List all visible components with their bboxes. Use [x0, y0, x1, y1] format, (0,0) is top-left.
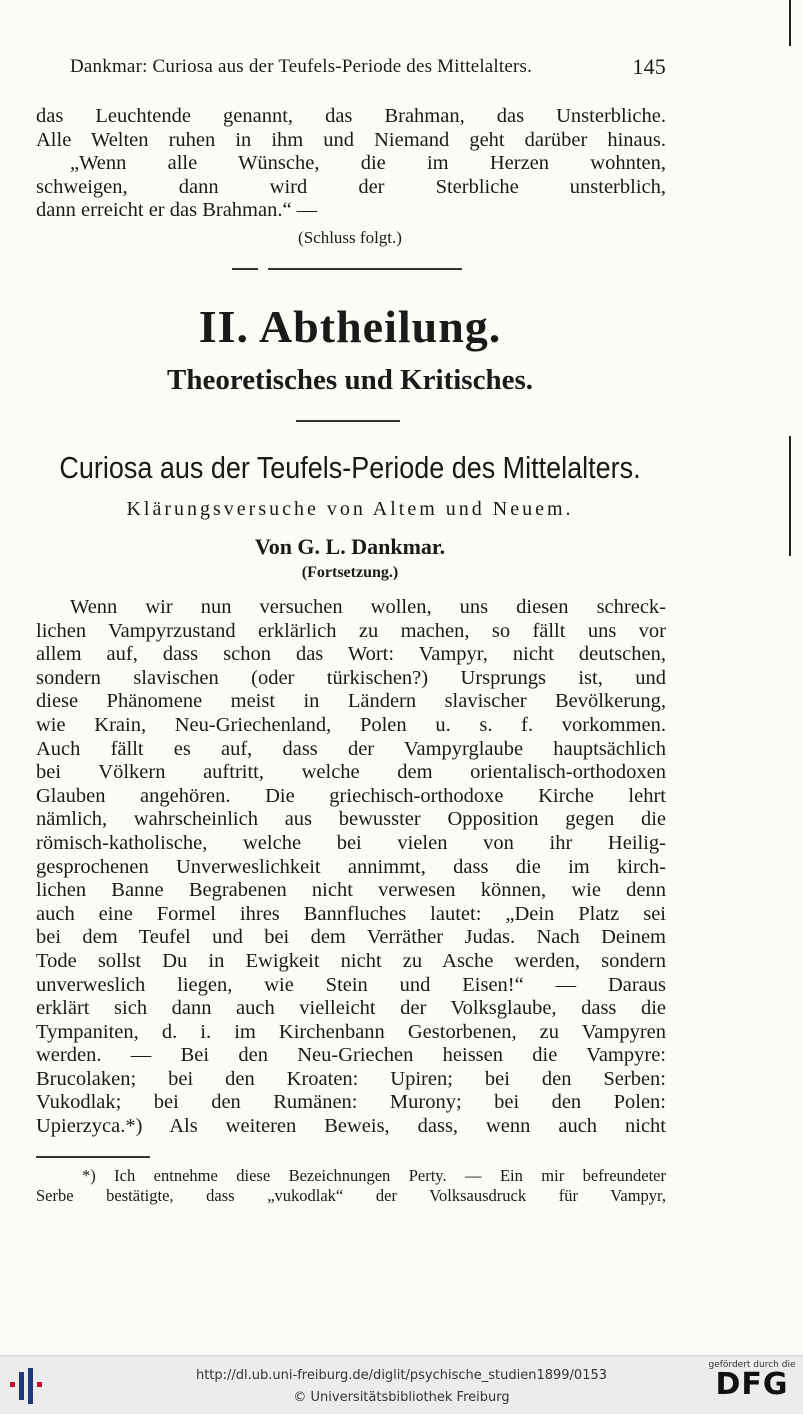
article-title: Curiosa aus der Teufels-Periode des Mittelalters. — [59, 450, 641, 485]
intro-paragraph — [36, 105, 666, 223]
text-line: das Leuchtende genannt, das Brahman, das Unsterbliche. — [36, 105, 666, 127]
text-line: nämlich, wahrscheinlich aus bewusster Opposition gegen die — [36, 808, 666, 831]
text-line: römisch-katholische, welche bei vielen von ihr Heilig- — [36, 831, 666, 854]
text-line: werden. — Bei den Neu-Griechen heissen die Vampyre: — [36, 1044, 666, 1067]
text-line: Tympaniten, d. i. im Kirchenbann Gestorbenen, zu Vampyren — [36, 1020, 666, 1043]
dfg-logo-text: DFG — [715, 1367, 789, 1402]
running-title: Dankmar: Curiosa aus der Teufels-Periode des Mittelalters. — [70, 56, 533, 77]
text-line: unverweslich liegen, wie Stein und Eisen!“ — Daraus — [36, 973, 666, 996]
article-author: Von G. L. Dankmar. — [254, 534, 446, 559]
page-edge-line — [789, 0, 791, 46]
text-line: bei Völkern auftritt, welche dem orientalisch-orthodoxen — [36, 761, 666, 784]
section-subtitle: Theoretisches und Kritisches. — [167, 364, 533, 396]
divider — [232, 268, 258, 270]
text-line: sondern slavischen (oder türkischen?) Ursprungs ist, und — [36, 666, 666, 689]
text-line: erklärt sich dann auch vielleicht der Volksglaube, dass die — [36, 997, 666, 1020]
text-line: Vukodlak; bei den Rumänen: Murony; bei den Polen: — [36, 1091, 666, 1114]
text-line: Glauben angehören. Die griechisch-orthodoxe Kirche lehrt — [36, 784, 666, 807]
text-line: Tode sollst Du in Ewigkeit nicht zu Asche werden, sondern — [36, 949, 666, 972]
footnote-line: *) Ich entnehme diese Bezeichnungen Perty. — Ein mir befreundeter — [82, 1166, 666, 1185]
footnote — [36, 1166, 666, 1206]
permalink[interactable]: http://dl.ub.uni-freiburg.de/diglit/psychische_studien1899/0153 — [195, 1368, 608, 1383]
article-body — [36, 596, 666, 1139]
text-line: gesprochenen Unverweslichkeit annimmt, dass die im kirch- — [36, 855, 666, 878]
text-line: wie Krain, Neu-Griechenland, Polen u. s. f. vorkommen. — [36, 713, 666, 736]
footnote-divider — [36, 1156, 150, 1158]
text-line: „Wenn alle Wünsche, die im Herzen wohnten, — [70, 152, 666, 175]
article-subtitle: Klärungsversuche von Altem und Neuem. — [126, 498, 574, 520]
viewer-footer — [0, 1355, 803, 1414]
divider — [268, 268, 462, 270]
text-line: Wenn wir nun versuchen wollen, uns diesen schreck- — [70, 596, 666, 618]
text-line: dann erreicht er das Brahman.“ — — [36, 199, 318, 222]
text-line: Alle Welten ruhen in ihm und Niemand geht darüber hinaus. — [36, 128, 666, 151]
text-line: allem auf, dass schon das Wort: Vampyr, nicht deutschen, — [36, 643, 666, 666]
text-line: lichen Banne Begrabenen nicht verwesen können, wie denn — [36, 879, 666, 902]
divider — [296, 420, 400, 422]
dfg-tagline: gefördert durch die — [708, 1360, 796, 1370]
text-line: Upierzyca.*) Als weiteren Beweis, dass, wenn auch nicht — [36, 1115, 666, 1138]
copyright-notice: © Universitätsbibliothek Freiburg — [293, 1390, 510, 1405]
footnote-line: Serbe bestätigte, dass „vukodlak“ der Volksausdruck für Vampyr, — [36, 1186, 666, 1205]
text-line: lichen Vampyrzustand erklärlich zu machen, so fällt uns vor — [36, 619, 666, 642]
section-title: II. Abtheilung. — [198, 301, 502, 352]
page-edge-line — [789, 436, 791, 556]
schluss-note: (Schluss folgt.) — [298, 228, 402, 247]
text-line: schweigen, dann wird der Sterbliche unsterblich, — [36, 175, 666, 198]
dfg-logo — [706, 1360, 798, 1408]
continuation-note: (Fortsetzung.) — [301, 564, 399, 581]
text-line: Brucolaken; bei den Kroaten: Upiren; bei den Serben: — [36, 1067, 666, 1090]
page-number: 145 — [632, 54, 666, 79]
text-line: auch eine Formel ihres Bannfluches lautet: „Dein Platz sei — [36, 902, 666, 925]
text-line: diese Phänomene meist in Ländern slavischer Bevölkerung, — [36, 690, 666, 713]
text-line: Auch fällt es auf, dass der Vampyrglaube hauptsächlich — [36, 737, 666, 760]
text-line: bei dem Teufel und bei dem Verräther Judas. Nach Deinem — [36, 926, 666, 949]
running-header — [70, 56, 666, 78]
